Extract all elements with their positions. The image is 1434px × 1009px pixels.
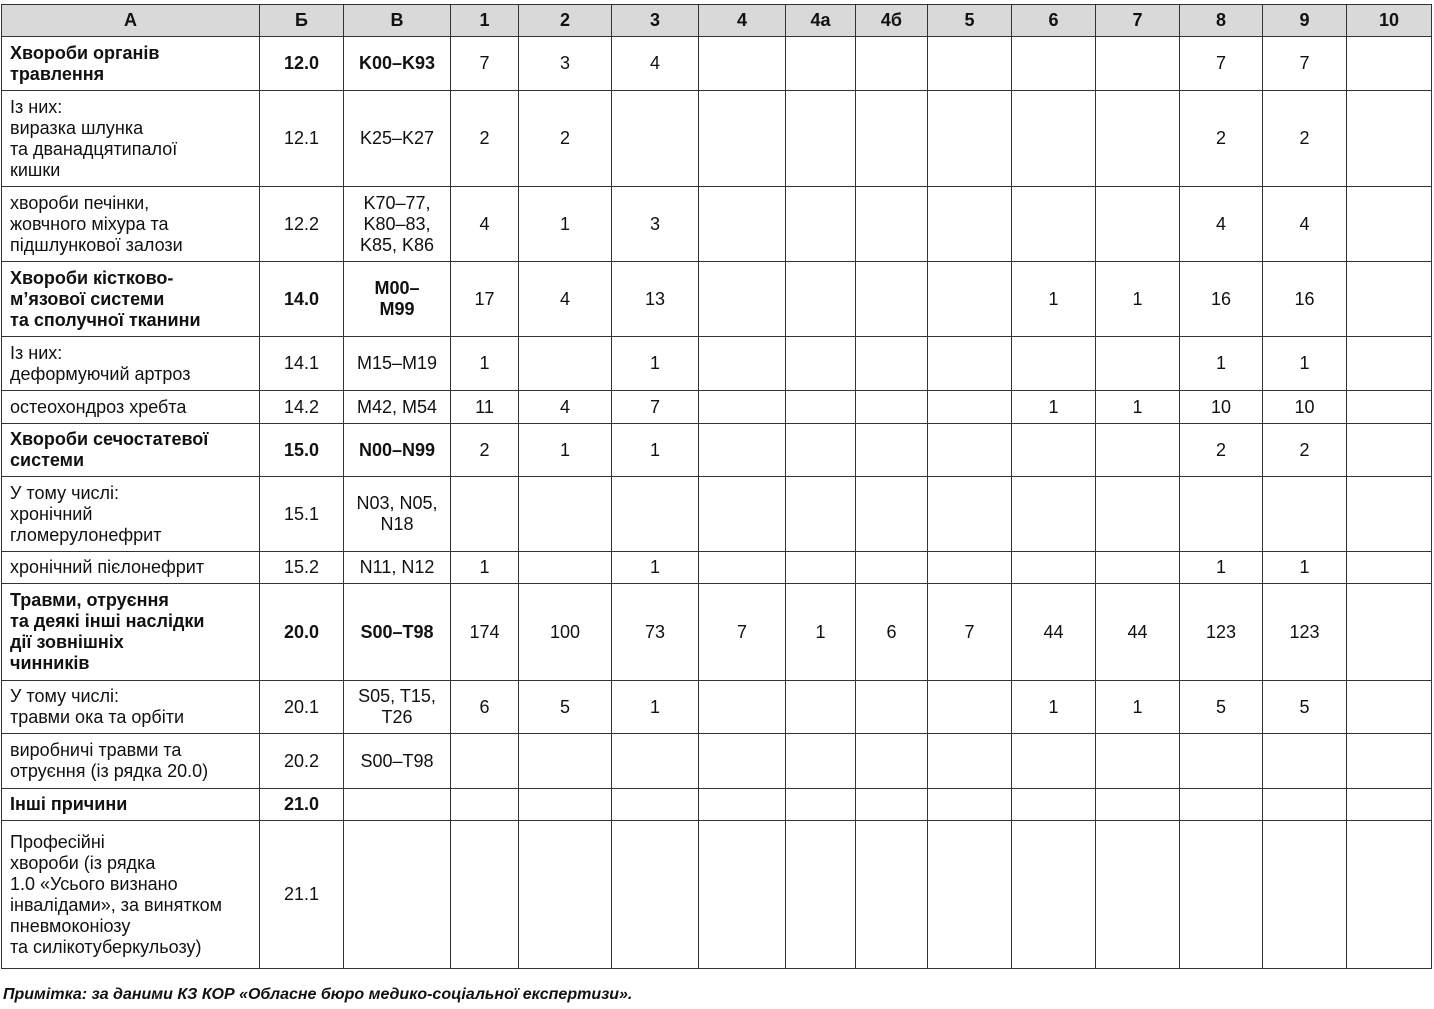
cell-value: 1 [612, 337, 699, 391]
cell-value: 7 [612, 391, 699, 424]
cell-value [699, 187, 786, 262]
cell-value [451, 821, 519, 969]
cell-category: хронічний пієлонефрит [2, 552, 260, 584]
cell-value: 17 [451, 262, 519, 337]
cell-value: 6 [451, 681, 519, 734]
cell-value: 2 [451, 424, 519, 477]
cell-value: 1 [519, 424, 612, 477]
cell-value [612, 789, 699, 821]
cell-value [928, 37, 1012, 91]
cell-value: 1 [1096, 262, 1180, 337]
cell-value: 2 [1180, 91, 1263, 187]
cell-value [1096, 337, 1180, 391]
column-header: 5 [928, 5, 1012, 37]
cell-value: 1 [451, 552, 519, 584]
table-row [2, 262, 1432, 337]
cell-category: Інші причини [2, 789, 260, 821]
cell-value [451, 789, 519, 821]
cell-value [1347, 552, 1432, 584]
cell-value [928, 187, 1012, 262]
cell-value [1347, 37, 1432, 91]
column-header: 10 [1347, 5, 1432, 37]
cell-value [1347, 187, 1432, 262]
cell-value [1096, 37, 1180, 91]
cell-value [519, 477, 612, 552]
cell-value: 1 [451, 337, 519, 391]
cell-value [1347, 424, 1432, 477]
cell-value: 4 [612, 37, 699, 91]
column-header: В [344, 5, 451, 37]
cell-value: 73 [612, 584, 699, 681]
cell-value: 1 [1096, 391, 1180, 424]
cell-value: 7 [1263, 37, 1347, 91]
cell-icd-code [344, 789, 451, 821]
cell-value: 7 [699, 584, 786, 681]
table-row [2, 584, 1432, 681]
cell-value: 7 [928, 584, 1012, 681]
cell-value [1012, 477, 1096, 552]
cell-value [699, 477, 786, 552]
cell-line-number: 21.0 [260, 789, 344, 821]
cell-value: 2 [1180, 424, 1263, 477]
cell-value [928, 477, 1012, 552]
cell-value [786, 552, 856, 584]
cell-value [612, 734, 699, 789]
cell-value [1096, 789, 1180, 821]
column-header: 1 [451, 5, 519, 37]
cell-value: 1 [1096, 681, 1180, 734]
cell-value: 7 [1180, 37, 1263, 91]
cell-value [1012, 187, 1096, 262]
cell-value: 1 [1263, 337, 1347, 391]
cell-value: 100 [519, 584, 612, 681]
cell-value: 7 [451, 37, 519, 91]
cell-value [786, 391, 856, 424]
cell-value [1096, 734, 1180, 789]
cell-value: 123 [1180, 584, 1263, 681]
cell-value [1012, 734, 1096, 789]
cell-value [1012, 37, 1096, 91]
cell-icd-code: S00–T98 [344, 734, 451, 789]
cell-value [1012, 821, 1096, 969]
column-header: 9 [1263, 5, 1347, 37]
cell-line-number: 14.0 [260, 262, 344, 337]
cell-value [856, 477, 928, 552]
cell-value [1347, 337, 1432, 391]
cell-category: виробничі травми та отруєння (із рядка 20.0) [2, 734, 260, 789]
cell-value [928, 337, 1012, 391]
cell-category: хвороби печінки, жовчного міхура та підшлункової залози [2, 187, 260, 262]
cell-value [699, 821, 786, 969]
cell-category: Травми, отруєння та деякі інші наслідки дії зовнішніх чинників [2, 584, 260, 681]
cell-value [699, 681, 786, 734]
cell-icd-code: N00–N99 [344, 424, 451, 477]
cell-value: 1 [1180, 337, 1263, 391]
cell-value [786, 91, 856, 187]
cell-value [928, 821, 1012, 969]
column-header: Б [260, 5, 344, 37]
cell-value [1263, 477, 1347, 552]
cell-line-number: 14.2 [260, 391, 344, 424]
cell-category: Хвороби кістково- м’язової системи та сполучної тканини [2, 262, 260, 337]
cell-icd-code: K00–K93 [344, 37, 451, 91]
cell-value [928, 552, 1012, 584]
cell-line-number: 20.1 [260, 681, 344, 734]
cell-value [1096, 552, 1180, 584]
cell-value [856, 187, 928, 262]
cell-icd-code: N11, N12 [344, 552, 451, 584]
cell-value [451, 734, 519, 789]
cell-icd-code: S05, T15, T26 [344, 681, 451, 734]
cell-value [1347, 789, 1432, 821]
cell-line-number: 15.1 [260, 477, 344, 552]
cell-value [928, 262, 1012, 337]
cell-value [699, 734, 786, 789]
cell-value [928, 789, 1012, 821]
cell-value: 1 [1012, 391, 1096, 424]
cell-value [1012, 789, 1096, 821]
cell-value: 1 [1012, 681, 1096, 734]
table-row [2, 552, 1432, 584]
cell-value [451, 477, 519, 552]
table-row [2, 337, 1432, 391]
cell-category: остеохондроз хребта [2, 391, 260, 424]
cell-value [1096, 187, 1180, 262]
cell-value: 1 [519, 187, 612, 262]
cell-value: 1 [612, 681, 699, 734]
table-row [2, 789, 1432, 821]
footnote: Примітка: за даними КЗ КОР «Обласне бюро медико-соціальної експертизи». [3, 986, 633, 1003]
cell-value: 1 [612, 552, 699, 584]
cell-value [786, 262, 856, 337]
cell-value [699, 391, 786, 424]
cell-value [1347, 584, 1432, 681]
cell-value [1012, 424, 1096, 477]
cell-value [786, 821, 856, 969]
cell-value [856, 681, 928, 734]
cell-value [856, 424, 928, 477]
cell-value [856, 262, 928, 337]
cell-value [1347, 734, 1432, 789]
cell-line-number: 15.2 [260, 552, 344, 584]
cell-value [699, 789, 786, 821]
cell-value: 2 [519, 91, 612, 187]
cell-category: Хвороби органів травлення [2, 37, 260, 91]
cell-value: 44 [1096, 584, 1180, 681]
cell-value: 3 [519, 37, 612, 91]
cell-value [519, 337, 612, 391]
cell-value [519, 552, 612, 584]
cell-icd-code: K25–K27 [344, 91, 451, 187]
cell-value [856, 91, 928, 187]
cell-category: Із них: деформуючий артроз [2, 337, 260, 391]
cell-value [699, 337, 786, 391]
cell-value [856, 789, 928, 821]
cell-value: 1 [612, 424, 699, 477]
cell-line-number: 12.1 [260, 91, 344, 187]
cell-value [1263, 821, 1347, 969]
cell-value: 10 [1263, 391, 1347, 424]
cell-value: 2 [1263, 91, 1347, 187]
cell-value [1012, 552, 1096, 584]
cell-value [786, 337, 856, 391]
cell-value: 44 [1012, 584, 1096, 681]
cell-value [1096, 477, 1180, 552]
cell-value [856, 37, 928, 91]
cell-value [1012, 91, 1096, 187]
cell-value [928, 391, 1012, 424]
cell-value [1347, 391, 1432, 424]
cell-value [1096, 91, 1180, 187]
cell-value: 5 [1263, 681, 1347, 734]
cell-value: 1 [1180, 552, 1263, 584]
cell-value: 11 [451, 391, 519, 424]
column-header: 4а [786, 5, 856, 37]
cell-category: У тому числі: травми ока та орбіти [2, 681, 260, 734]
cell-value: 2 [451, 91, 519, 187]
cell-value [612, 91, 699, 187]
cell-value: 13 [612, 262, 699, 337]
statistics-table [1, 4, 1432, 969]
cell-value [786, 187, 856, 262]
table-row [2, 681, 1432, 734]
cell-icd-code: S00–T98 [344, 584, 451, 681]
cell-value [786, 789, 856, 821]
cell-value [1263, 734, 1347, 789]
cell-value: 4 [1180, 187, 1263, 262]
cell-value: 4 [519, 391, 612, 424]
cell-value: 16 [1263, 262, 1347, 337]
cell-value [1347, 91, 1432, 187]
cell-value [1347, 821, 1432, 969]
table-body [2, 37, 1432, 969]
cell-value: 2 [1263, 424, 1347, 477]
column-header: 7 [1096, 5, 1180, 37]
cell-line-number: 12.0 [260, 37, 344, 91]
cell-value [1012, 337, 1096, 391]
cell-value [1263, 789, 1347, 821]
cell-value [856, 552, 928, 584]
cell-line-number: 20.2 [260, 734, 344, 789]
cell-value [928, 91, 1012, 187]
column-header: 4 [699, 5, 786, 37]
cell-line-number: 14.1 [260, 337, 344, 391]
cell-line-number: 20.0 [260, 584, 344, 681]
table-row [2, 477, 1432, 552]
cell-category: Із них: виразка шлунка та дванадцятипалої кишки [2, 91, 260, 187]
column-header: 8 [1180, 5, 1263, 37]
cell-value: 123 [1263, 584, 1347, 681]
cell-icd-code: M00– M99 [344, 262, 451, 337]
cell-value: 1 [1012, 262, 1096, 337]
cell-line-number: 21.1 [260, 821, 344, 969]
cell-value [928, 681, 1012, 734]
cell-icd-code [344, 821, 451, 969]
cell-value [699, 91, 786, 187]
cell-value [1347, 262, 1432, 337]
cell-category: Професійні хвороби (із рядка 1.0 «Усього визнано інвалідами», за винятком пневмоконіозу та силікотуберкульозу) [2, 821, 260, 969]
cell-value [856, 821, 928, 969]
column-header: А [2, 5, 260, 37]
cell-value: 5 [1180, 681, 1263, 734]
cell-value [856, 734, 928, 789]
cell-value [856, 391, 928, 424]
cell-value [519, 821, 612, 969]
table-row [2, 91, 1432, 187]
cell-value [786, 424, 856, 477]
cell-value [1180, 734, 1263, 789]
cell-value: 1 [1263, 552, 1347, 584]
cell-value [1180, 789, 1263, 821]
cell-value [519, 734, 612, 789]
table-row [2, 821, 1432, 969]
cell-icd-code: M42, M54 [344, 391, 451, 424]
cell-value [699, 552, 786, 584]
cell-value [856, 337, 928, 391]
cell-value: 4 [451, 187, 519, 262]
column-header: 6 [1012, 5, 1096, 37]
cell-value [1180, 821, 1263, 969]
header-row [2, 5, 1432, 37]
cell-value: 10 [1180, 391, 1263, 424]
cell-value [699, 37, 786, 91]
cell-icd-code: M15–M19 [344, 337, 451, 391]
cell-value [1180, 477, 1263, 552]
cell-icd-code: K70–77, K80–83, K85, K86 [344, 187, 451, 262]
cell-value [1096, 424, 1180, 477]
cell-icd-code: N03, N05, N18 [344, 477, 451, 552]
cell-value: 5 [519, 681, 612, 734]
cell-value [928, 734, 1012, 789]
table-row [2, 391, 1432, 424]
cell-value [1347, 477, 1432, 552]
cell-value: 16 [1180, 262, 1263, 337]
table-row [2, 187, 1432, 262]
column-header: 3 [612, 5, 699, 37]
cell-value [612, 477, 699, 552]
cell-category: Хвороби сечостатевої системи [2, 424, 260, 477]
cell-line-number: 12.2 [260, 187, 344, 262]
table-row [2, 37, 1432, 91]
cell-value [786, 477, 856, 552]
cell-value: 3 [612, 187, 699, 262]
cell-value: 1 [786, 584, 856, 681]
cell-value: 4 [519, 262, 612, 337]
cell-value [928, 424, 1012, 477]
cell-value [699, 424, 786, 477]
cell-value [786, 681, 856, 734]
cell-value [786, 734, 856, 789]
cell-value [612, 821, 699, 969]
column-header: 2 [519, 5, 612, 37]
table-row [2, 734, 1432, 789]
column-header: 4б [856, 5, 928, 37]
cell-value: 6 [856, 584, 928, 681]
cell-value [786, 37, 856, 91]
cell-value [1347, 681, 1432, 734]
cell-line-number: 15.0 [260, 424, 344, 477]
cell-value [1096, 821, 1180, 969]
cell-category: У тому числі: хронічний гломерулонефрит [2, 477, 260, 552]
cell-value: 4 [1263, 187, 1347, 262]
cell-value [519, 789, 612, 821]
table-row [2, 424, 1432, 477]
cell-value [699, 262, 786, 337]
cell-value: 174 [451, 584, 519, 681]
